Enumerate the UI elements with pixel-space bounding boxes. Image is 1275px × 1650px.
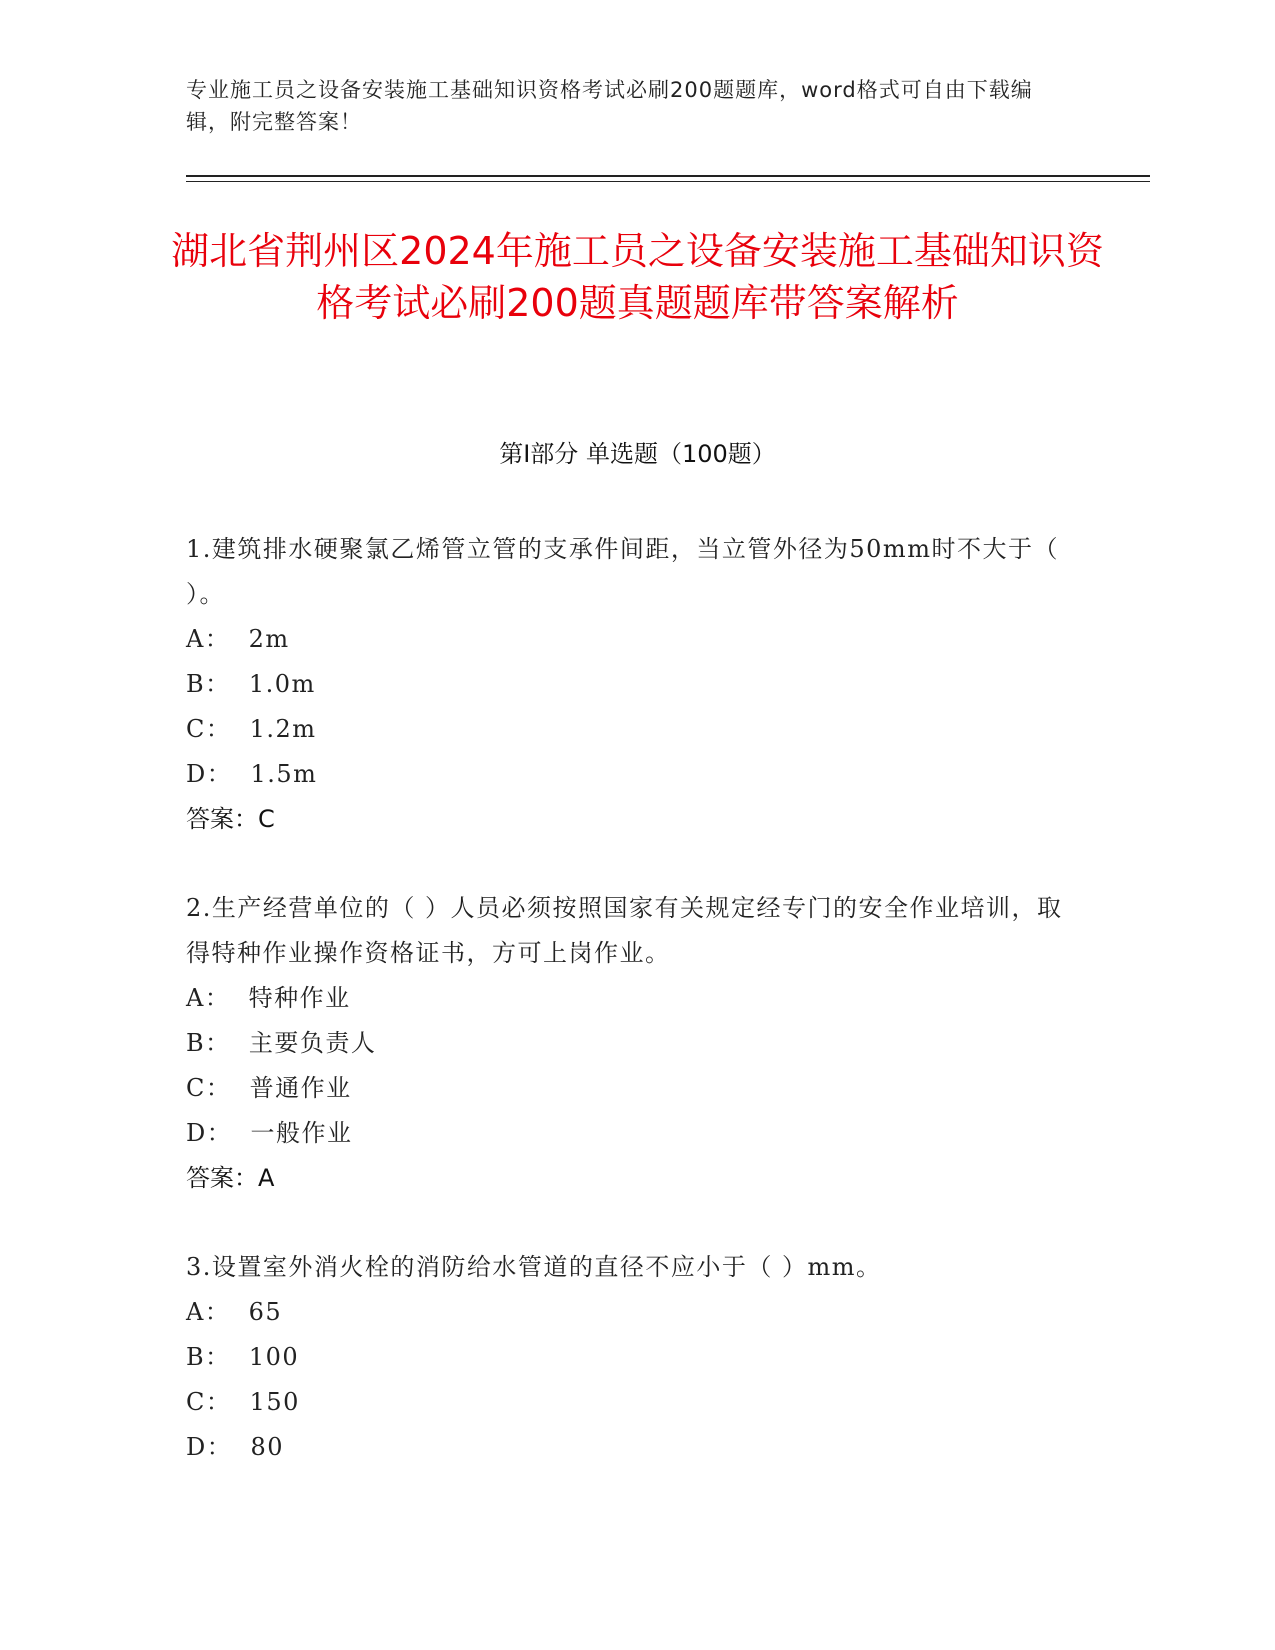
question-stem: 1.建筑排水硬聚氯乙烯管立管的支承件间距，当立管外径为50mm时不大于（ ）。 — [186, 535, 1059, 608]
question-stem: 3.设置室外消火栓的消防给水管道的直径不应小于（ ）mm。 — [186, 1253, 882, 1281]
question-3 — [186, 1245, 1086, 1470]
question-1 — [186, 527, 1086, 842]
option-b: B： 主要负责人 — [186, 1029, 377, 1057]
option-a: A： 特种作业 — [186, 984, 351, 1012]
question-2 — [186, 886, 1086, 1201]
option-d: D： 80 — [186, 1433, 285, 1461]
option-c: C： 150 — [186, 1388, 300, 1416]
option-c: C： 1.2m — [186, 715, 317, 743]
header-note: 专业施工员之设备安装施工基础知识资格考试必刷200题题库，word格式可自由下载编辑，附完整答案！ — [186, 78, 1033, 134]
document-title: 湖北省荆州区2024年施工员之设备安装施工基础知识资格考试必刷200题真题题库带答案解析 — [171, 229, 1104, 325]
option-b: B： 100 — [186, 1343, 300, 1371]
option-d: D： 1.5m — [186, 760, 318, 788]
question-stem: 2.生产经营单位的（ ）人员必须按照国家有关规定经专门的安全作业培训，取得特种作业操作资格证书，方可上岗作业。 — [186, 894, 1063, 967]
question-list — [186, 527, 1086, 1514]
option-c: C： 普通作业 — [186, 1074, 352, 1102]
option-a: A： 2m — [186, 625, 290, 653]
section-title: 第I部分 单选题（100题） — [499, 440, 776, 468]
answer-line: 答案：A — [186, 1164, 275, 1192]
answer-line: 答案：C — [186, 805, 275, 833]
option-d: D： 一般作业 — [186, 1119, 353, 1147]
option-a: A： 65 — [186, 1298, 283, 1326]
header-rule-thin — [186, 181, 1150, 182]
option-b: B： 1.0m — [186, 670, 316, 698]
header-rule-thick — [186, 175, 1150, 177]
